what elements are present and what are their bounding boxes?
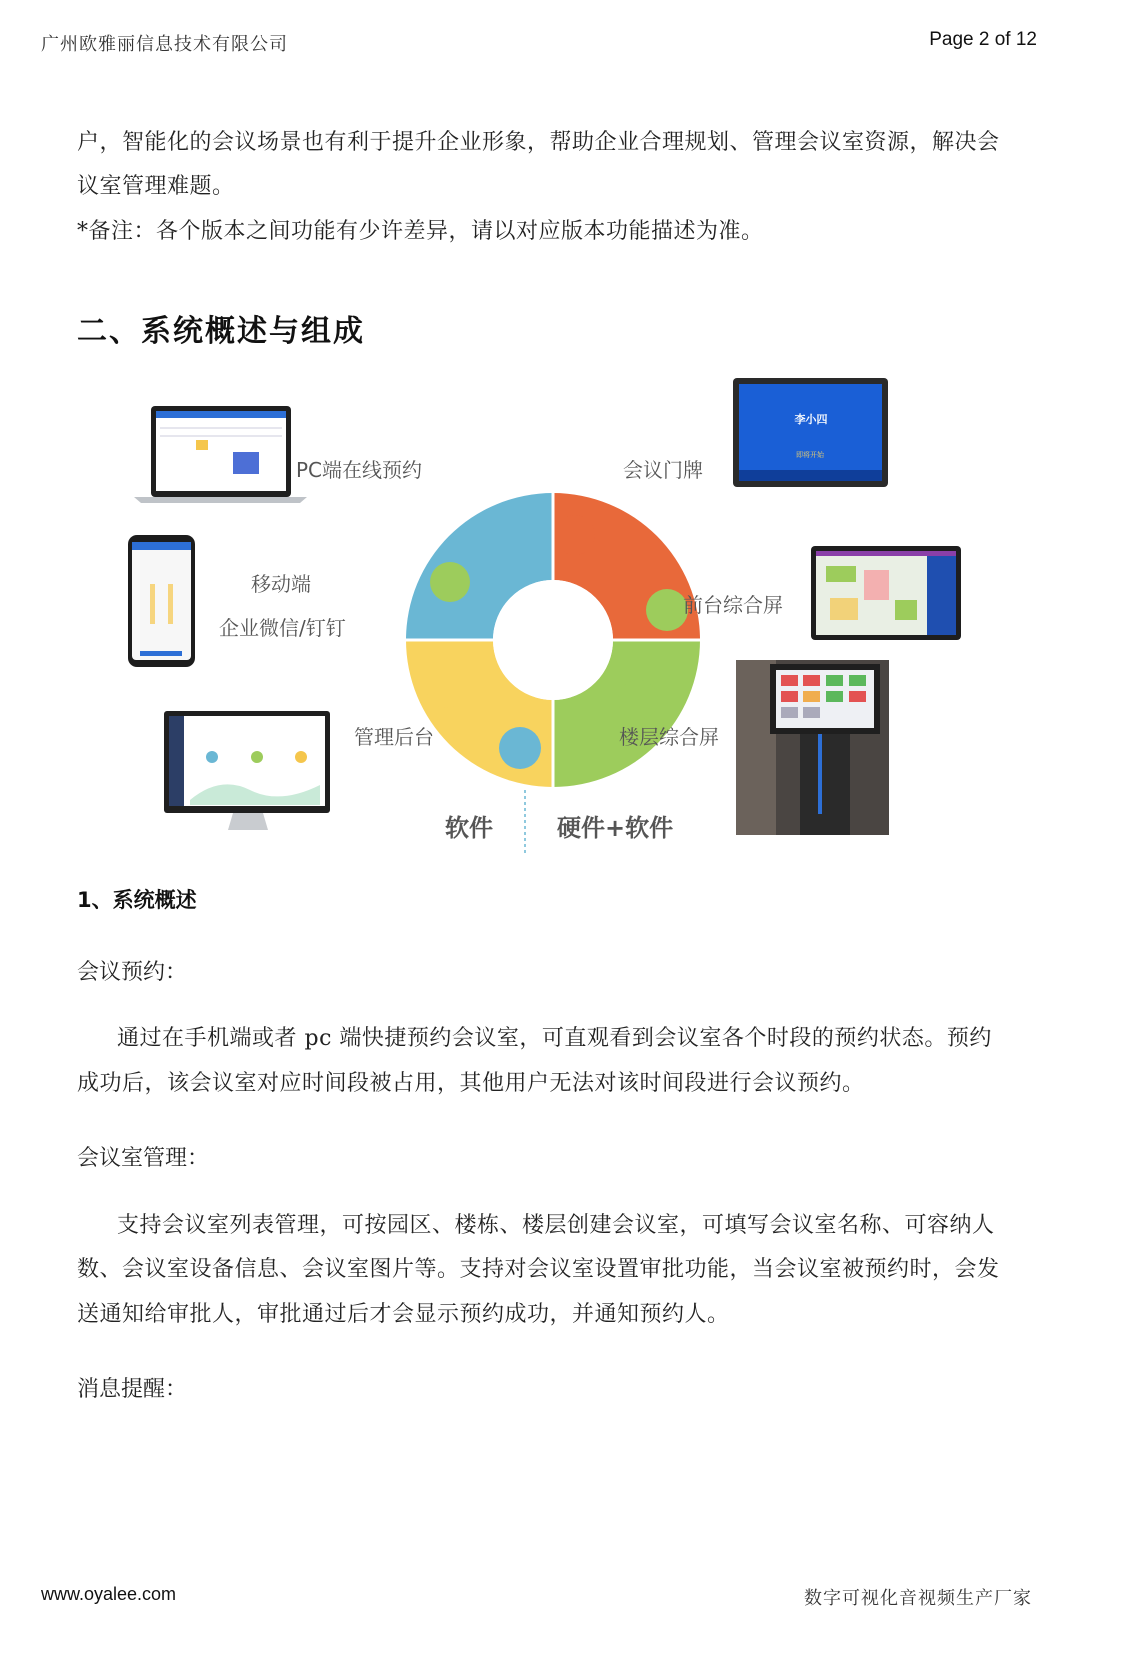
- footer-slogan: 数字可视化音视频生产厂家: [804, 1588, 1032, 1609]
- doorplate-label: 会议门牌: [623, 458, 703, 482]
- room-mgmt-line-3: 送通知给审批人，审批通过后才会显示预约成功，并通知预约人。: [77, 1302, 730, 1327]
- system-diagram: [0, 370, 1127, 870]
- header-company: 广州欧雅丽信息技术有限公司: [41, 34, 288, 55]
- booking-line-1: 通过在手机端或者 pc 端快捷预约会议室，可直观看到会议室各个时段的预约状态。预约: [117, 1026, 992, 1051]
- footer-url[interactable]: www.oyalee.com: [41, 1584, 177, 1604]
- admin-label: 管理后台: [354, 725, 434, 749]
- hardware-software-label: 硬件+软件: [557, 814, 674, 842]
- software-label: 软件: [445, 814, 493, 842]
- monitor-image: [164, 711, 330, 830]
- intro-line-2: 议室管理难题。: [77, 174, 235, 199]
- tablet-name-text: 李小四: [794, 413, 828, 426]
- intro-note: *备注：各个版本之间功能有少许差异，请以对应版本功能描述为准。: [77, 219, 764, 244]
- room-mgmt-line-1: 支持会议室列表管理，可按园区、楼栋、楼层创建会议室，可填写会议室名称、可容纳人: [117, 1213, 995, 1238]
- puzzle-tab: [646, 589, 688, 631]
- puzzle-tab: [555, 515, 595, 555]
- room-mgmt-line-2: 数、会议室设备信息、会议室图片等。支持对会议室设置审批功能，当会议室被预约时，会发: [77, 1257, 1000, 1282]
- mobile-label: 移动端: [251, 572, 311, 596]
- subsection-title: 1、系统概述: [77, 888, 197, 912]
- front-desk-label: 前台综合屏: [683, 593, 783, 617]
- puzzle-tab: [618, 680, 658, 720]
- booking-title: 会议预约：: [77, 960, 188, 985]
- room-mgmt-title: 会议室管理：: [77, 1146, 210, 1171]
- intro-line-1: 户，智能化的会议场景也有利于提升企业形象，帮助企业合理规划、管理会议室资源，解决会: [77, 130, 1000, 155]
- door-tablet-image: [733, 378, 888, 487]
- booking-line-2: 成功后，该会议室对应时间段被占用，其他用户无法对该时间段进行会议预约。: [77, 1071, 865, 1096]
- puzzle-tab: [499, 727, 541, 769]
- wechat-dingtalk-label: 企业微信/钉钉: [219, 616, 346, 640]
- puzzle-tab: [426, 668, 466, 708]
- puzzle-tab: [430, 562, 470, 602]
- section-title: 二、系统概述与组成: [77, 314, 365, 349]
- page-number: Page 2 of 12: [929, 29, 1037, 50]
- floor-kiosk-image: [736, 660, 889, 835]
- floor-screen-label: 楼层综合屏: [619, 725, 719, 749]
- diagram-svg: [0, 370, 1127, 870]
- phone-image: [128, 535, 195, 667]
- front-screen-image: [811, 546, 961, 640]
- pc-booking-label: PC端在线预约: [296, 458, 423, 482]
- laptop-image: [134, 406, 307, 503]
- tablet-button-text: 即将开始: [796, 451, 824, 459]
- message-reminder-title: 消息提醒：: [77, 1377, 188, 1402]
